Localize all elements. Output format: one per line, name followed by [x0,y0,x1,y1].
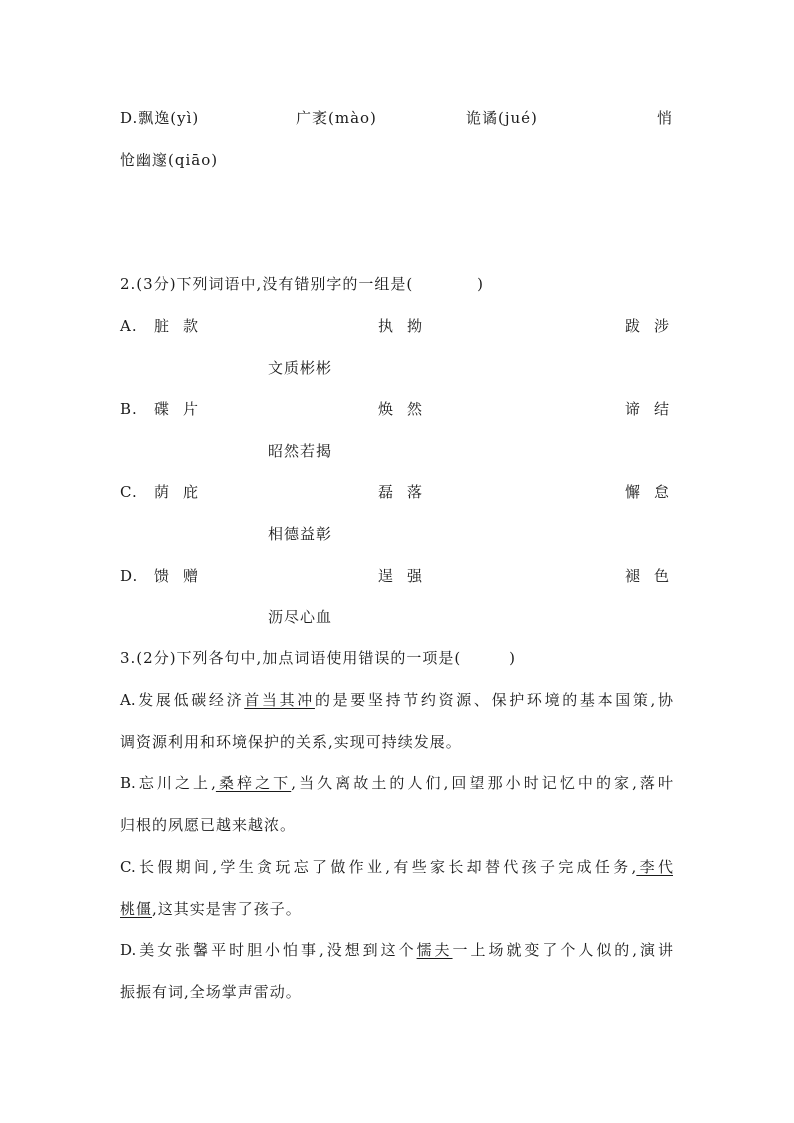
q2-b-label: B. [120,400,138,418]
q3-d-post: 一上场就变了个人似的,演讲 [452,941,673,959]
q2-option-a [120,316,684,336]
q3-stem: 3.(2分)下列各句中,加点词语使用错误的一项是( ) [120,649,517,667]
q2-c-word1: 荫庇 [154,483,213,501]
q2-a-word1: 脏款 [154,317,213,335]
q2-a-word4: 文质彬彬 [268,359,333,377]
q1-option-d-line1 [120,108,673,128]
q2-d-word4: 沥尽心血 [268,608,333,626]
q3-a-post: 的是要坚持节约资源、保护环境的基本国策,协 [314,691,673,709]
q2-b-word1: 碟片 [154,400,213,418]
q2-c-word4: 相德益彰 [268,525,333,543]
q1-d-item-1: D.飘逸(yì) [120,109,200,127]
q2-a-word3: 跋涉 [625,317,684,335]
q3-option-a-line1 [120,690,673,710]
q2-option-d [120,566,684,586]
q3-option-a-line2: 调资源利用和环境保护的关系,实现可持续发展。 [120,733,462,751]
q2-b-word4: 昭然若揭 [268,442,333,460]
q2-c-word3: 懈怠 [625,483,684,501]
q2-d-word3: 褪色 [625,567,684,585]
q2-stem: 2.(3分)下列词语中,没有错别字的一组是( ) [120,275,485,293]
q2-option-b [120,399,684,419]
q3-c-line1: C.长假期间,学生贪玩忘了做作业,有些家长却替代孩子完成任务, [120,858,637,876]
q3-a-pre: A.发展低碳经济 [120,691,245,709]
q3-option-d-line1 [120,940,673,960]
q3-a-term: 首当其冲 [244,691,315,709]
q2-d-word1: 馈赠 [154,567,213,585]
q1-d-item-3: 诡谲(jué) [466,109,538,127]
q3-c-post2: ,这其实是害了孩子。 [152,900,302,918]
q3-d-pre: D.美女张馨平时胆小怕事,没想到这个 [120,941,417,959]
q3-option-c-line2 [120,899,302,919]
q2-b-word3: 谛结 [625,400,684,418]
q2-c-label: C. [120,483,138,501]
q2-a-label: A. [120,317,138,335]
q3-c-term2: 桃僵 [120,900,153,918]
q1-d-item-2: 广袤(mào) [296,109,377,127]
q1-d-item-4: 悄 [657,109,674,127]
q3-option-b-line1 [120,773,673,793]
q2-a-word2: 执拗 [378,317,437,335]
q3-option-d-line2: 振振有词,全场掌声雷动。 [120,983,302,1001]
q2-c-word2: 磊落 [378,483,437,501]
q2-b-word2: 焕然 [378,400,437,418]
q3-d-term: 懦夫 [416,941,453,959]
q2-option-c [120,482,684,502]
q3-b-term: 桑梓之下 [215,774,292,792]
q1-option-d-line2: 怆幽邃(qiāo) [120,151,219,169]
q3-b-pre: B.忘川之上, [120,774,216,792]
q3-option-c-line1 [120,857,673,877]
q3-option-b-line2: 归根的夙愿已越来越浓。 [120,816,297,834]
q2-d-label: D. [120,567,139,585]
q3-b-post: ,当久离故土的人们,回望那小时记忆中的家,落叶 [291,774,673,792]
q2-d-word2: 逞强 [378,567,437,585]
q3-c-term1: 李代 [636,858,673,876]
